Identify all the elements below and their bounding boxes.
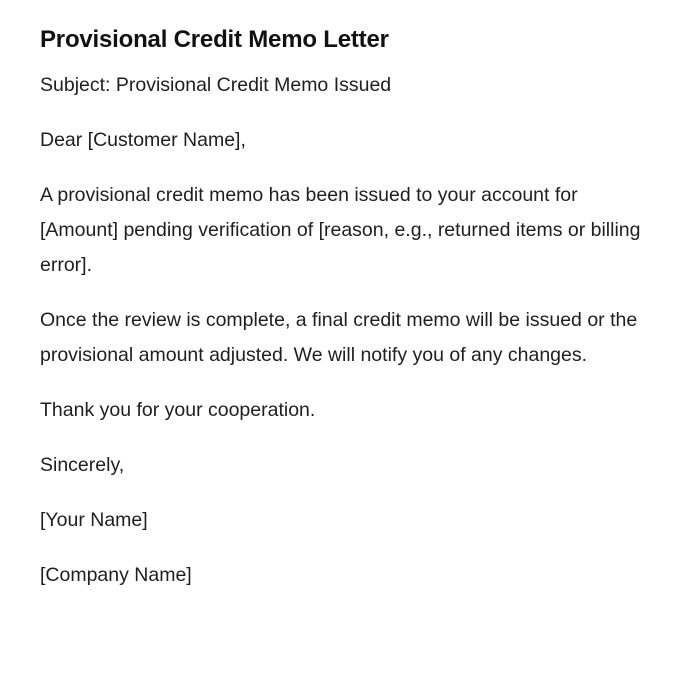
salutation: Dear [Customer Name], [40, 129, 246, 151]
subject-line: Subject: Provisional Credit Memo Issued [40, 74, 392, 96]
company-name: [Company Name] [40, 564, 192, 586]
sign-off: Sincerely, [40, 454, 125, 476]
letter-document [40, 22, 650, 613]
sender-name: [Your Name] [40, 509, 148, 531]
body-paragraph-credit-issued: A provisional credit memo has been issued to your account for [Amount] pending verification of [reason, e.g., returned items or billing error]. [40, 184, 641, 276]
document-title: Provisional Credit Memo Letter [40, 26, 389, 53]
closing-thanks: Thank you for your cooperation. [40, 399, 316, 421]
body-paragraph-review: Once the review is complete, a final credit memo will be issued or the provisional amount adjusted. We will notify you of any changes. [40, 309, 638, 366]
